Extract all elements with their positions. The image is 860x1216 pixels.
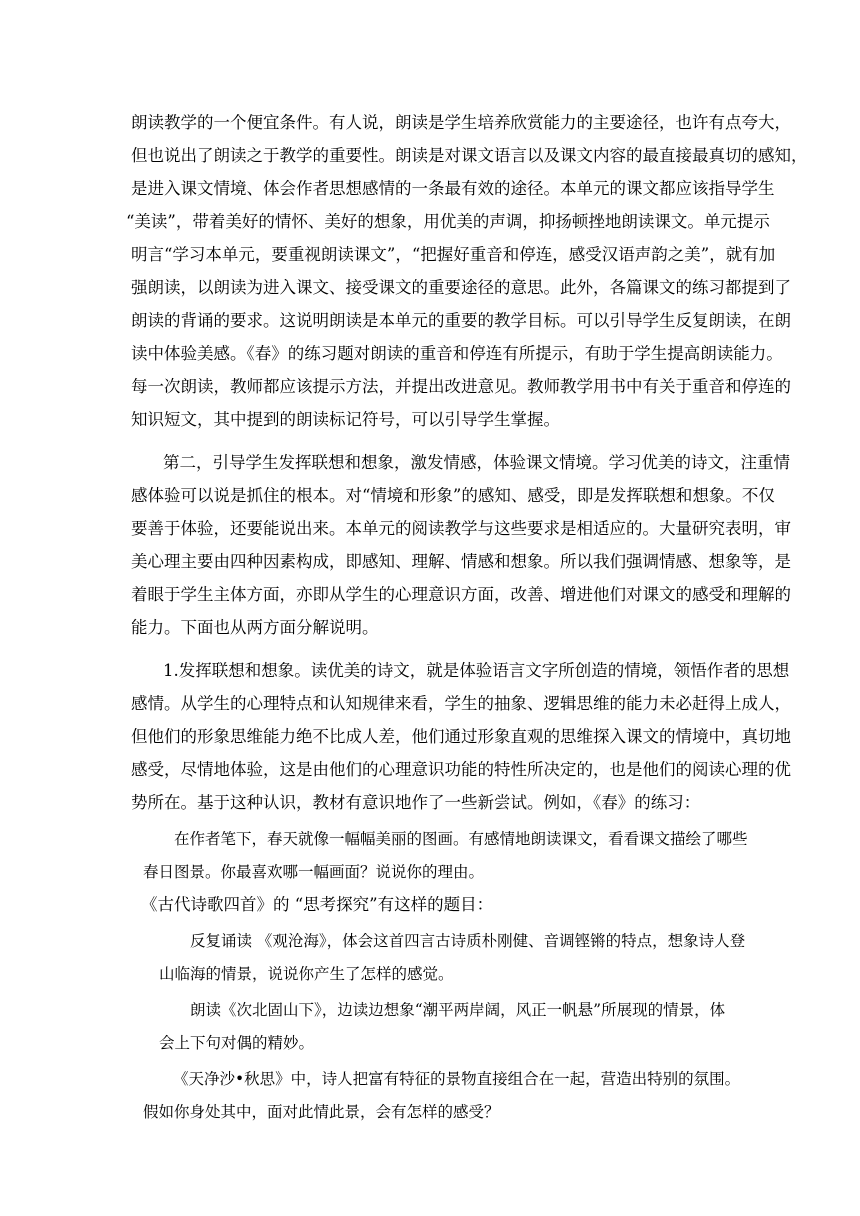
text-line: 感情。从学生的心理特点和认知规律来看，学生的抽象、逻辑思维的能力未必赶得上成人， [131, 694, 791, 713]
text-line: 但他们的形象思维能力绝不比成人差，他们通过形象直观的思维探入课文的情境中，真切地 [131, 727, 791, 746]
text-line: 《古代诗歌四首》的 “思考探究”有这样的题目： [141, 895, 494, 914]
text-line: 读中体验美感。《春》的练习题对朗读的重音和停连有所提示，有助于学生提高朗读能力。 [131, 344, 783, 363]
text-line: 势所在。基于这种认识，教材有意识地作了一些新尝试。例如，《春》的练习： [131, 793, 701, 812]
text-line: 强朗读，以朗读为进入课文、接受课文的重要途径的意思。此外，各篇课文的练习都提到了 [131, 278, 791, 297]
text-line: 要善于体验，还要能说出来。本单元的阅读教学与这些要求是相适应的。大量研究表明，审 [131, 519, 791, 538]
text-line: 朗读《次北固山下》，边读边想象“潮平两岸阔，风正一帆悬”所展现的情景，体 [190, 1001, 726, 1019]
text-line: 知识短文，其中提到的朗读标记符号，可以引导学生掌握。 [131, 410, 560, 429]
text-line: 朗读教学的一个便宜条件。有人说，朗读是学生培养欣赏能力的主要途径，也许有点夸大， [131, 113, 791, 132]
text-line: 会上下句对偶的精妙。 [159, 1034, 315, 1052]
text-line: 感体验可以说是抓住的根本。对“情境和形象”的感知、感受，即是发挥联想和想象。不仅 [131, 486, 775, 505]
text-line: 假如你身处其中，面对此情此景，会有怎样的感受？ [143, 1103, 500, 1121]
text-line: 第二，引导学生发挥联想和想象，激发情感，体验课文情境。学习优美的诗文，注重情 [163, 453, 790, 472]
text-line: 美心理主要由四种因素构成，即感知、理解、情感和想象。所以我们强调情感、想象等，是 [131, 552, 791, 571]
text-line: “美读”，带着美好的情怀、美好的想象，用优美的声调，抑扬顿挫地朗读课文。单元提示 [126, 212, 770, 231]
text-line: 每一次朗读，教师都应该提示方法，并提出改进意见。教师教学用书中有关于重音和停连的 [131, 377, 791, 396]
text-line: 朗读的背诵的要求。这说明朗读是本单元的重要的教学目标。可以引导学生反复朗读，在朗 [131, 311, 791, 330]
text-line: 能力。下面也从两方面分解说明。 [131, 618, 379, 637]
text-line: 感受，尽情地体验，这是由他们的心理意识功能的特性所决定的，也是他们的阅读心理的优 [131, 760, 791, 779]
text-line: 明言“学习本单元，要重视朗读课文”，“把握好重音和停连，感受汉语声韵之美”，就有加 [131, 245, 776, 264]
text-line: 反复诵读 《观沧海》，体会这首四言古诗质朴刚健、音调铿锵的特点，想象诗人登 [190, 932, 746, 950]
text-line: 《天净沙•秋思》中，诗人把富有特征的景物直接组合在一起，营造出特别的氛围。 [173, 1070, 741, 1088]
text-line: 但也说出了朗读之于教学的重要性。朗读是对课文语言以及课文内容的最直接最真切的感知， [131, 146, 808, 165]
text-line: 春日图景。你最喜欢哪一幅画面？说说你的理由。 [143, 863, 485, 881]
text-line: 在作者笔下，春天就像一幅幅美丽的图画。有感情地朗读课文，看看课文描绘了哪些 [174, 830, 748, 848]
text-line: 1.发挥联想和想象。读优美的诗文，就是体验语言文字所创造的情境，领悟作者的思想 [163, 661, 790, 680]
text-line: 是进入课文情境、体会作者思想感情的一条最有效的途径。本单元的课文都应该指导学生 [131, 179, 775, 198]
text-line: 山临海的情景，说说你产生了怎样的感觉。 [159, 965, 454, 983]
text-line: 着眼于学生主体方面，亦即从学生的心理意识方面，改善、增进他们对课文的感受和理解的 [131, 585, 791, 604]
